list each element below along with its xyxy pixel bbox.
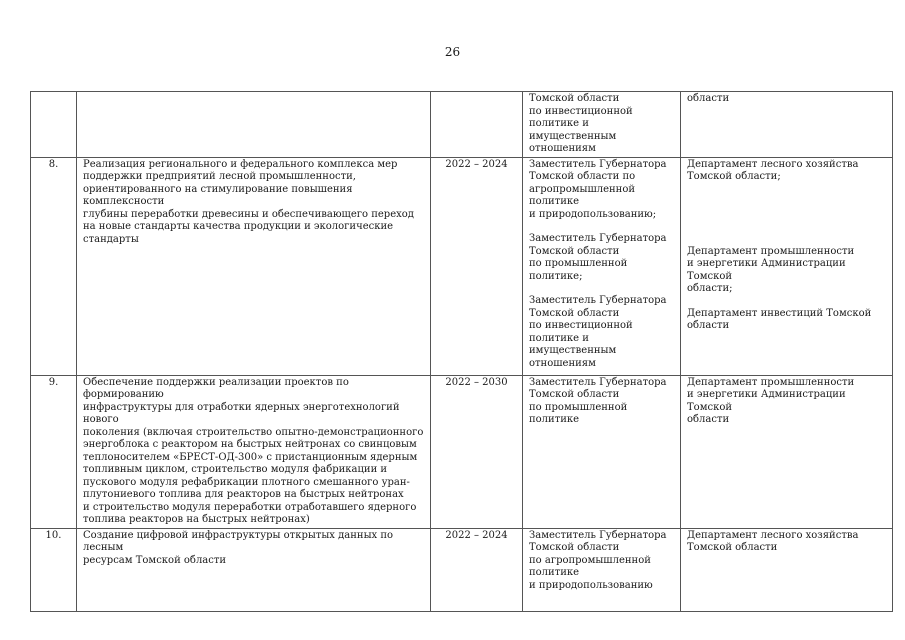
executor-text: Департамент промышленности и энергетики Администрации Томской области <box>687 376 855 425</box>
row-number <box>31 92 77 158</box>
responsible-text: Заместитель Губернатора Томской области по промышленной политике <box>529 376 667 425</box>
executor-text: области <box>687 93 730 104</box>
measure-cell <box>77 157 431 375</box>
measures-table <box>30 91 893 612</box>
measure-cell <box>77 375 431 528</box>
measure-text: Реализация регионального и федерального комплекса мер поддержки предприятий лесной промышленности, ориентированного на стимулирование повышения комплексности глубины переработки древесины и обеспечивающего переход на новые стандарты качества продукции и экологические стандарты <box>83 158 414 245</box>
executor-text: Департамент инвестиций Томской области <box>687 307 872 331</box>
period-cell: 2022 – 2030 <box>431 375 523 528</box>
row-number: 8. <box>31 157 77 375</box>
measure-cell <box>77 92 431 158</box>
period-cell <box>431 92 523 158</box>
responsible-cell <box>523 92 681 158</box>
executors-cell <box>681 92 893 158</box>
responsible-text: Томской области по инвестиционной политике и имущественным отношениям <box>529 93 633 154</box>
executor-text: Департамент лесного хозяйства Томской области <box>687 529 859 553</box>
responsible-text: Заместитель Губернатора Томской области по инвестиционной политике и имущественным отношениям <box>529 295 667 369</box>
table-row <box>31 528 893 611</box>
row-number: 9. <box>31 375 77 528</box>
table-row <box>31 375 893 528</box>
measure-text: Создание цифровой инфраструктуры открытых данных по лесным ресурсам Томской области <box>83 529 394 566</box>
row-number: 10. <box>31 528 77 611</box>
period-cell: 2022 – 2024 <box>431 157 523 375</box>
measure-cell <box>77 528 431 611</box>
executors-cell <box>681 157 893 375</box>
table-row <box>31 92 893 158</box>
responsible-cell <box>523 528 681 611</box>
responsible-cell <box>523 157 681 375</box>
executors-cell <box>681 375 893 528</box>
executor-text: Департамент лесного хозяйства Томской области; <box>687 158 859 182</box>
table-row <box>31 157 893 375</box>
measure-text: Обеспечение поддержки реализации проектов по формированию инфраструктуры для отработки ядерных энерготехнологий нового поколения (включая строительство опытно-демонстрационного энергоблока с реактором на быстрых нейтронах со свинцовым теплоносителем «БРЕСТ-ОД-300» с пристанционным ядерным топливным циклом, строительство модуля фабрикации и пускового модуля рефабрикации плотного смешанного уран- плутониевого топлива для реакторов на быстрых нейтронах и строительство модуля переработки отработавшего ядерного топлива реакторов на быстрых нейтронах) <box>83 376 424 525</box>
executors-cell <box>681 528 893 611</box>
page-number: 26 <box>444 45 461 59</box>
period-cell: 2022 – 2024 <box>431 528 523 611</box>
responsible-text: Заместитель Губернатора Томской области по агропромышленной политике и природопользованию; <box>529 158 667 220</box>
responsible-text: Заместитель Губернатора Томской области по промышленной политике; <box>529 233 667 282</box>
responsible-text: Заместитель Губернатора Томской области по агропромышленной политике и природопользованию <box>529 529 667 591</box>
responsible-cell <box>523 375 681 528</box>
executor-text: Департамент промышленности и энергетики Администрации Томской области; <box>687 245 855 294</box>
